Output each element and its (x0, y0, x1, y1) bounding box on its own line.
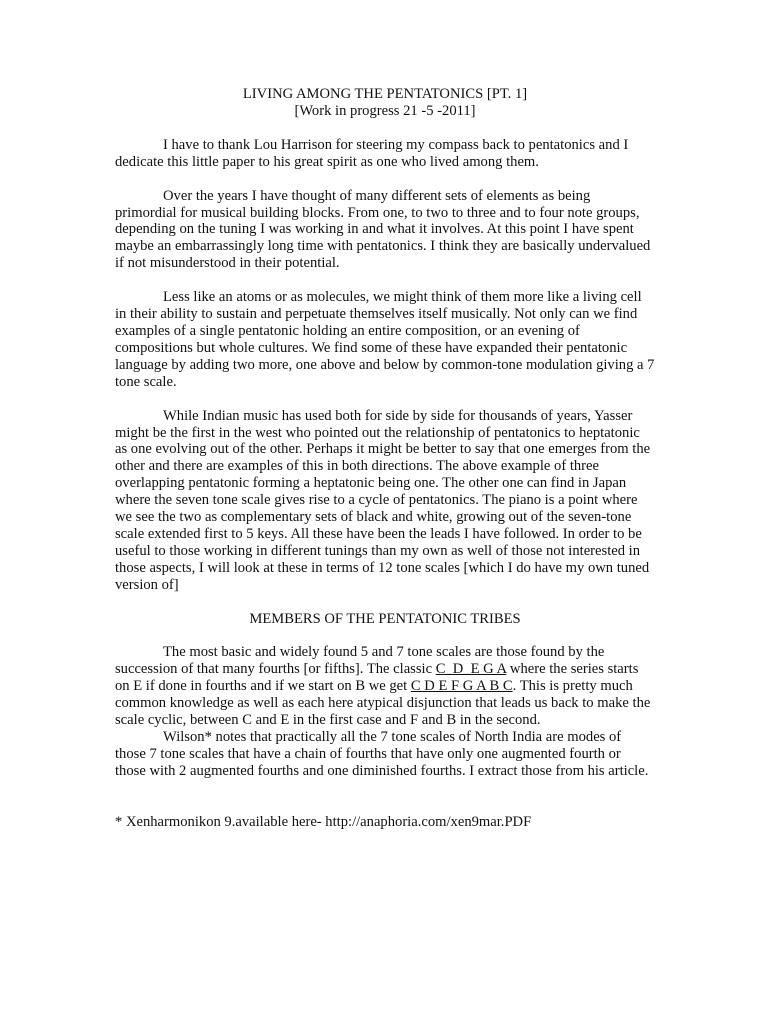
document-subtitle: [Work in progress 21 -5 -2011] (294, 102, 476, 119)
paragraph-wilson: Wilson* notes that practically all the 7 tone scales of North India are modes of those 7 tone scales that have a chain of fourths that have only one augmented fourth or those with 2 augmented fourths and one diminished fourths. I extract those from his article. (115, 729, 649, 779)
paragraph-living-cell: Less like an atoms or as molecules, we might think of them more like a living cell in their ability to sustain and perpetuate themselves itself musically. Not only can we find examples of a single pentatonic holding an entire composition, or an evening of compositions but whole cultures. We find some of these have expanded their pentatonic language by adding two more, one above and below by common-tone modulation giving a 7 tone scale. (115, 289, 655, 390)
document-title: LIVING AMONG THE PENTATONICS [PT. 1] (242, 86, 528, 102)
paragraph-indian-music: While Indian music has used both for side by side for thousands of years, Yasser might be the first in the west who pointed out the relationship of pentatonics to heptatonic as one evolving out of the other. Perhaps it might be better to say that one emerges from the other and there are examples of this in both directions. The above example of three overlapping pentatonic forming a heptatonic being one. The other one can find in Japan where the seven tone scale gives rise to a cycle of pentatonics. The piano is a point where we see the two as complementary sets of black and white, growing out of the seven-tone scale extended first to 5 keys. All these have been the leads I have followed. In order to be useful to those working in different tunings than my own as well of those not interested in those aspects, I will look at these in terms of 12 tone scales [which I do have my own tuned version of] (115, 407, 651, 593)
footnote: * Xenharmonikon 9.available here- http://anaphoria.com/xen9mar.PDF (115, 813, 532, 830)
paragraph-building-blocks: Over the years I have thought of many different sets of elements as being primordial for musical building blocks. From one, to two to three and to four note groups, depending on the tuning I was working in and what it involves. At this point I have spent maybe an embarrassingly long time with pentatonics. I think they are basically undervalued if not misunderstood in their potential. (115, 187, 651, 272)
paragraph-fourths-part-2: where the series starts on E if done in fourths and if we start on B we get (115, 661, 639, 695)
paragraph-fourths-part-1: The most basic and widely found 5 and 7 tone scales are those found by the succession of that many fourths [or fifths]. The classic (115, 644, 605, 678)
scale-pentatonic-underlined: C_D_E G A (435, 661, 507, 678)
paragraph-dedication: I have to thank Lou Harrison for steering my compass back to pentatonics and I dedicate this little paper to his great spirit as one who lived among them. (115, 136, 629, 170)
document-page (115, 86, 655, 848)
paragraph-fourths (115, 644, 655, 729)
scale-heptatonic-underlined: C D E F G A B C (410, 678, 513, 695)
section-heading: MEMBERS OF THE PENTATONIC TRIBES (249, 610, 521, 627)
paragraph-fourths-part-3: . This is pretty much common knowledge as well as each here atypical disjunction that leads us back to make the scale cyclic, between C and E in the first case and F and B in the second. (115, 678, 651, 729)
title-block (115, 86, 655, 120)
